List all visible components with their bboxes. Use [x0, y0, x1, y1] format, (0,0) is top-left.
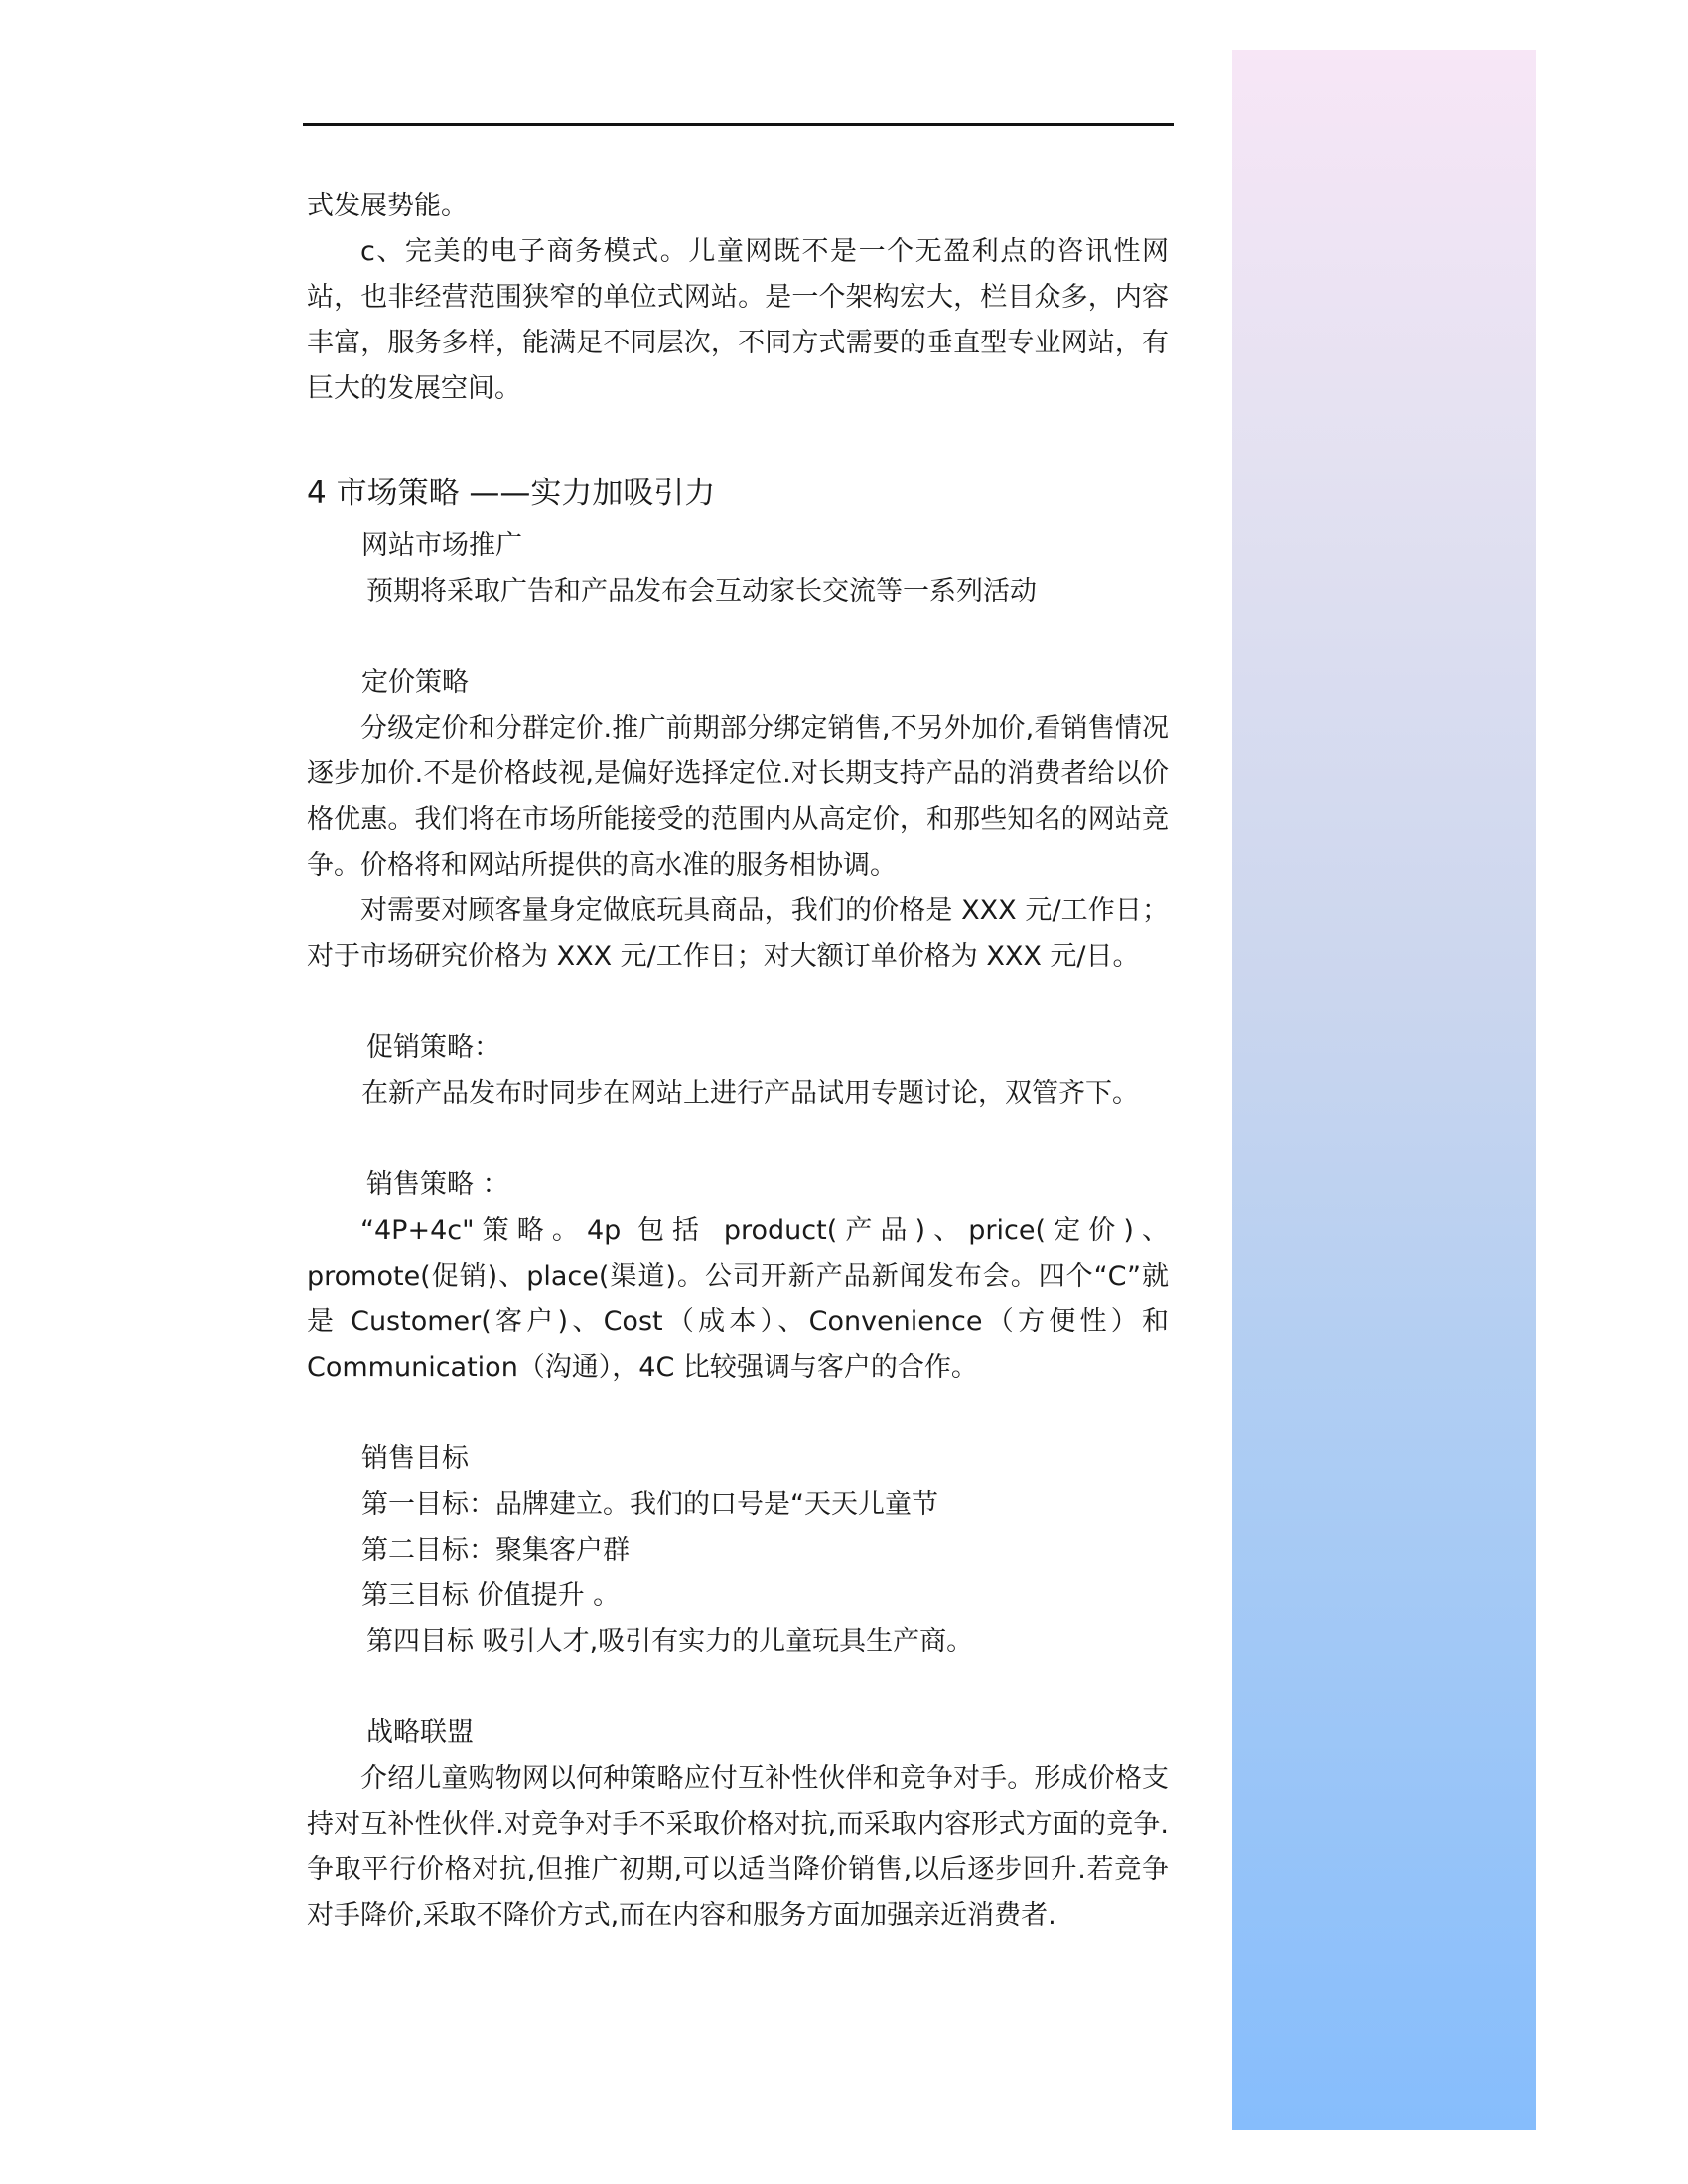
sales-goal-3: 第三目标 价值提升 。 [361, 1580, 621, 1611]
pricing-heading: 定价策略 [361, 667, 469, 698]
sales-goal-4: 第四目标 吸引人才,吸引有实力的儿童玩具生产商。 [366, 1626, 974, 1657]
paragraph-ecommerce-model: c、完美的电子商务模式。儿童网既不是一个无盈利点的咨讯性网站，也非经营范围狭窄的单位式网站。是一个架构宏大，栏目众多，内容丰富，服务多样，能满足不同层次，不同方式需要的垂直型专业网站，有巨大的发展空间。 [307, 236, 1169, 404]
sales-promotion-heading: 促销策略： [366, 1032, 500, 1063]
sales-strategy-text: “4P+4c"策略。4p 包括 product(产品)、price(定价)、promote(促销)、place(渠道)。公司开新产品新闻发布会。四个“C”就是 Customer(客户)、Cost（成本）、Convenience（方便性）和 Communication（沟通），4C 比较强调与客户的合作。 [307, 1215, 1169, 1383]
sales-promotion-text: 在新产品发布时同步在网站上进行产品试用专题讨论，双管齐下。 [361, 1078, 1139, 1109]
alliance-heading: 战略联盟 [366, 1717, 474, 1748]
header-rule [303, 123, 1174, 126]
sales-goal-2: 第二目标：聚集客户群 [361, 1535, 630, 1566]
paragraph-continuation: 式发展势能。 [307, 191, 468, 221]
sales-strategy-heading: 销售策略 ： [366, 1169, 509, 1200]
section-title: 4 市场策略 ——实力加吸引力 [307, 476, 716, 511]
sales-goal-1: 第一目标：品牌建立。我们的口号是“天天儿童节 [361, 1489, 938, 1520]
promotion-heading: 网站市场推广 [361, 530, 522, 561]
sales-goals-heading: 销售目标 [361, 1443, 469, 1474]
promotion-text: 预期将采取广告和产品发布会互动家长交流等一系列活动 [366, 576, 1037, 607]
pricing-paragraph-1: 分级定价和分群定价.推广前期部分绑定销售,不另外加价,看销售情况逐步加价.不是价格歧视,是偏好选择定位.对长期支持产品的消费者给以价格优惠。我们将在市场所能接受的范围内从高定价，和那些知名的网站竞争。价格将和网站所提供的高水准的服务相协调。 [307, 713, 1169, 881]
page-body [307, 184, 1169, 1939]
pricing-paragraph-2: 对需要对顾客量身定做底玩具商品，我们的价格是 XXX 元/工作日；对于市场研究价格为 XXX 元/工作日；对大额订单价格为 XXX 元/日。 [307, 895, 1169, 972]
decorative-gradient-band [1232, 50, 1536, 2130]
alliance-text: 介绍儿童购物网以何种策略应付互补性伙伴和竞争对手。形成价格支持对互补性伙伴.对竞争对手不采取价格对抗,而采取内容形式方面的竞争.争取平行价格对抗,但推广初期,可以适当降价销售,以后逐步回升.若竞争对手降价,采取不降价方式,而在内容和服务方面加强亲近消费者. [307, 1763, 1169, 1931]
